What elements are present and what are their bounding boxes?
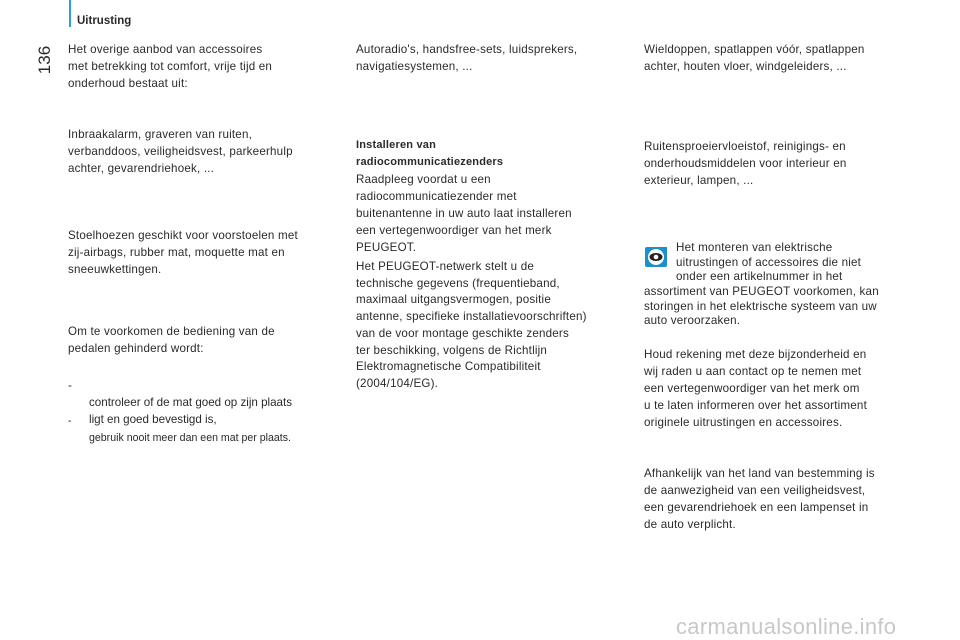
col2-heading: Installeren van radiocommunicatiezenders <box>356 139 504 168</box>
col1-seat-accessories: Stoelhoezen geschikt voor voorstoelen met zij-airbags, rubber mat, moquette mat en sneeuwkettingen. <box>68 229 298 276</box>
bullet-text: controleer of de mat goed op zijn plaats ligt en goed bevestigd is, <box>89 396 293 426</box>
col3-advice: Houd rekening met deze bijzonderheid en wij raden u aan contact op te nemen met een vertegenwoordiger van het merk om u te laten informeren over het assortiment originele uitrustingen en accessoires. <box>644 348 867 429</box>
col1-intro: Het overige aanbod van accessoires met betrekking tot comfort, vrije tijd en onderhoud bestaat uit: <box>68 43 273 90</box>
col3-maintenance-products: Ruitensproeiervloeistof, reinigings- en onderhoudsmiddelen voor interieur en exterieur, lampen, ... <box>644 140 847 187</box>
bullet-dash: - <box>68 415 72 427</box>
eye-icon <box>643 245 669 269</box>
note-text-first: Het monteren van elektrische uitrustingen of accessoires die niet onder een artikelnummer in het <box>676 241 862 284</box>
col2-network-text: Het PEUGEOT-netwerk stelt u de technische gegevens (frequentieband, maximaal uitgangsvermogen, positie antenne, specifieke installatievoorschriften) van de voor montage geschikte zenders ter beschikking, volgens de Richtlijn Elektromagnetische Compatibiliteit (2004/104/EG). <box>356 260 587 390</box>
col3-country-requirements: Afhankelijk van het land van bestemming is de aanwezigheid van een veiligheidsvest, een gevarendriehoek en een lampenset in de auto verplicht. <box>644 467 875 531</box>
col1-security-accessories: Inbraakalarm, graveren van ruiten, verbanddoos, veiligheidsvest, parkeerhulp achter, gevarendriehoek, ... <box>68 128 293 175</box>
bullet-item <box>68 396 348 464</box>
col3-exterior-accessories: Wieldoppen, spatlappen vóór, spatlappen achter, houten vloer, windgeleiders, ... <box>644 43 865 73</box>
col1-pedal-warning: Om te voorkomen de bediening van de pedalen gehinderd wordt: <box>68 325 275 355</box>
note-text-rest: assortiment van PEUGEOT voorkomen, kan storingen in het elektrische systeem van uw auto veroorzaken. <box>644 285 879 328</box>
col2-audio-accessories: Autoradio's, handsfree-sets, luidsprekers, navigatiesystemen, ... <box>356 43 578 73</box>
section-accent-bar <box>69 0 71 27</box>
bullet-text: gebruik nooit meer dan een mat per plaats. <box>89 432 291 444</box>
watermark: carmanualsonline.info <box>676 614 897 639</box>
col2-consult-text: Raadpleeg voordat u een radiocommunicatiezender met buitenantenne in uw auto laat installeren een vertegenwoordiger van het merk PEUGEOT. <box>356 173 572 254</box>
bullet-dash: - <box>68 379 72 392</box>
page-number: 136 <box>35 45 54 75</box>
section-title: Uitrusting <box>77 15 132 27</box>
